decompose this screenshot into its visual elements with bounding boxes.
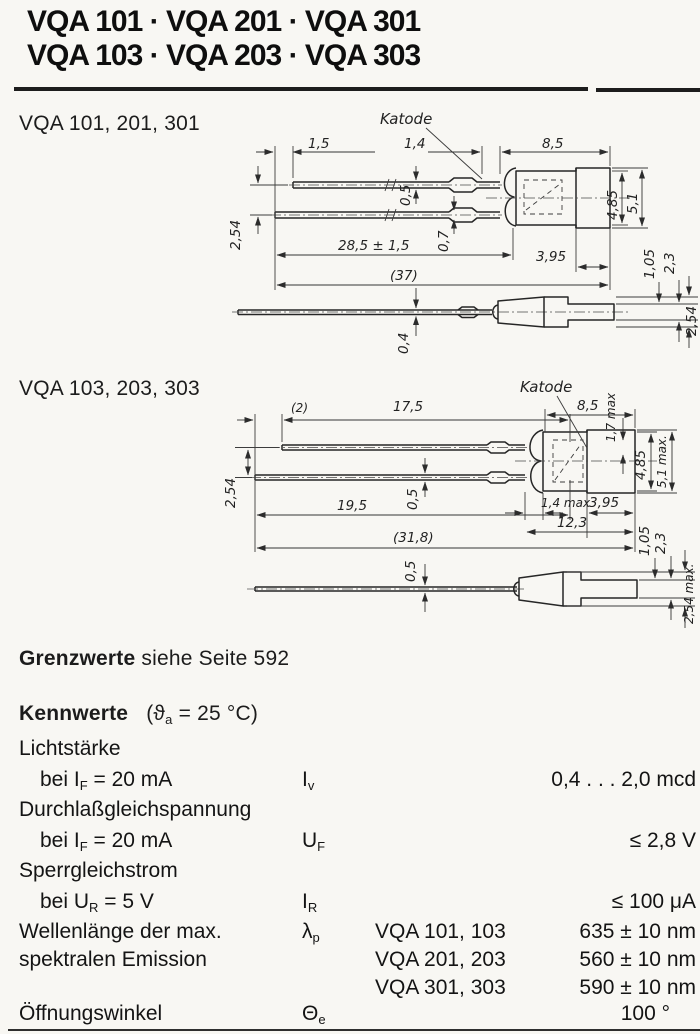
row-value: 0,4 . . . 2,0 mcd (551, 768, 696, 791)
row-symbol: $I_v$ (302, 768, 315, 793)
row-condition: bei $U_R = 5$ V (40, 890, 154, 915)
variant-value: 590 ± 10 nm (579, 976, 696, 999)
drawing2-label: VQA 103, 203, 303 (19, 377, 200, 400)
grenzwerte-line (19, 647, 289, 671)
dim-lead-th-bottom: 0,7 (436, 230, 452, 252)
variant-types: VQA 101, 103 (375, 920, 506, 943)
dim-lead-th-top: 0,5 (398, 184, 414, 206)
dim-body-h-inner: 4,85 (633, 449, 649, 480)
row-condition: bei $I_F = 20$ mA (40, 768, 173, 793)
drawing1-label: VQA 101, 201, 301 (19, 112, 200, 135)
dim-side-lead-th: 0,4 (396, 332, 412, 354)
grenzwerte-label: Grenzwerte (19, 647, 136, 670)
dimension-lines (235, 396, 695, 628)
dim-front-len: 3,95 (536, 249, 567, 265)
dim-body-h-outer: 5,1 (625, 192, 641, 214)
dim-total-len: (31,8) (393, 530, 434, 546)
dim-side-h: 2,54 (684, 305, 700, 336)
row-condition: bei $I_F = 20$ mA (40, 829, 173, 854)
dim-lead-pitch: 2,54 (228, 219, 244, 250)
variant-types: VQA 201, 203 (375, 948, 506, 971)
technical-drawing-vqa-103-203-303 (225, 380, 700, 640)
row-label-line2: spektralen Emission (19, 948, 207, 971)
dim-lead-th: 0,5 (405, 488, 421, 510)
row-value: ≤ 2,8 V (629, 829, 696, 852)
row-value: ≤ 100 μA (611, 890, 696, 913)
dim-body-h-outer: 5,1 max. (655, 435, 669, 488)
kennwerte-condition: ($ϑ_a = 25$ °C) (146, 702, 259, 727)
dim-crimp-h: 1,7 max (604, 392, 618, 442)
kennwerte-heading (19, 702, 258, 726)
row-symbol: $\lambda_p$ (302, 920, 320, 945)
row-symbol: $U_F$ (302, 829, 326, 854)
variant-types: VQA 301, 303 (375, 976, 506, 999)
row-label: Öffnungswinkel (19, 1002, 163, 1025)
dim-tail-offset: 1,05 (642, 248, 658, 279)
row-label-line1: Wellenlänge der max. (19, 920, 222, 943)
title-line-2: VQA 103 · VQA 203 · VQA 303 (27, 39, 421, 72)
led-top-view-outline (232, 168, 630, 327)
dim-body-h-inner: 4,85 (605, 189, 621, 220)
dim-lead-len: 28,5 ± 1,5 (338, 238, 410, 254)
dim-lead-bottom-len: 19,5 (337, 498, 368, 514)
dim-cap-len: 12,3 (557, 515, 588, 531)
dim-body-len: 8,5 (542, 136, 564, 152)
dim-body-len: 8,5 (577, 398, 599, 414)
header-rule-right (596, 88, 700, 92)
row-label: Sperrgleichstrom (19, 859, 178, 882)
dim-side-h: 2,54 max. (682, 563, 696, 624)
dim-tail-h: 2,3 (662, 252, 678, 274)
row-value: 100 ° (620, 1002, 670, 1025)
page-title (27, 5, 420, 73)
dim-lead-pitch: 2,54 (223, 477, 239, 508)
row-symbol: $I_R$ (302, 890, 318, 915)
dim-side-lead-th: 0,5 (403, 560, 419, 582)
footer-rule (8, 1029, 700, 1031)
variant-value: 635 ± 10 nm (579, 920, 696, 943)
technical-drawing-vqa-101-201-301 (230, 108, 700, 364)
dim-tail-h: 2,3 (653, 532, 669, 554)
dim-lead-offset: 1,5 (308, 136, 330, 152)
led-top-view-outline (247, 430, 657, 606)
kennwerte-title: Kennwerte (19, 702, 129, 725)
dim-total-len: (37) (390, 268, 418, 284)
row-label: Lichtstärke (19, 737, 121, 760)
katode-label: Katode (520, 378, 573, 396)
header-rule-left (14, 87, 588, 91)
dim-lead-offset: (2) (291, 401, 308, 415)
row-symbol: $\Theta_e$ (302, 1002, 326, 1027)
dim-flange-len: 1,4 max (541, 496, 591, 510)
dim-tail-offset: 1,05 (637, 525, 653, 556)
dim-front-len: 3,95 (589, 495, 620, 511)
title-line-1: VQA 101 · VQA 201 · VQA 301 (27, 5, 421, 38)
row-label: Durchlaßgleichspannung (19, 798, 252, 821)
dim-lead-top-len: 17,5 (393, 399, 424, 415)
katode-label: Katode (380, 110, 433, 128)
grenzwerte-rest: siehe Seite 592 (141, 647, 290, 670)
dim-flange-len: 1,4 (404, 136, 426, 152)
variant-value: 560 ± 10 nm (579, 948, 696, 971)
